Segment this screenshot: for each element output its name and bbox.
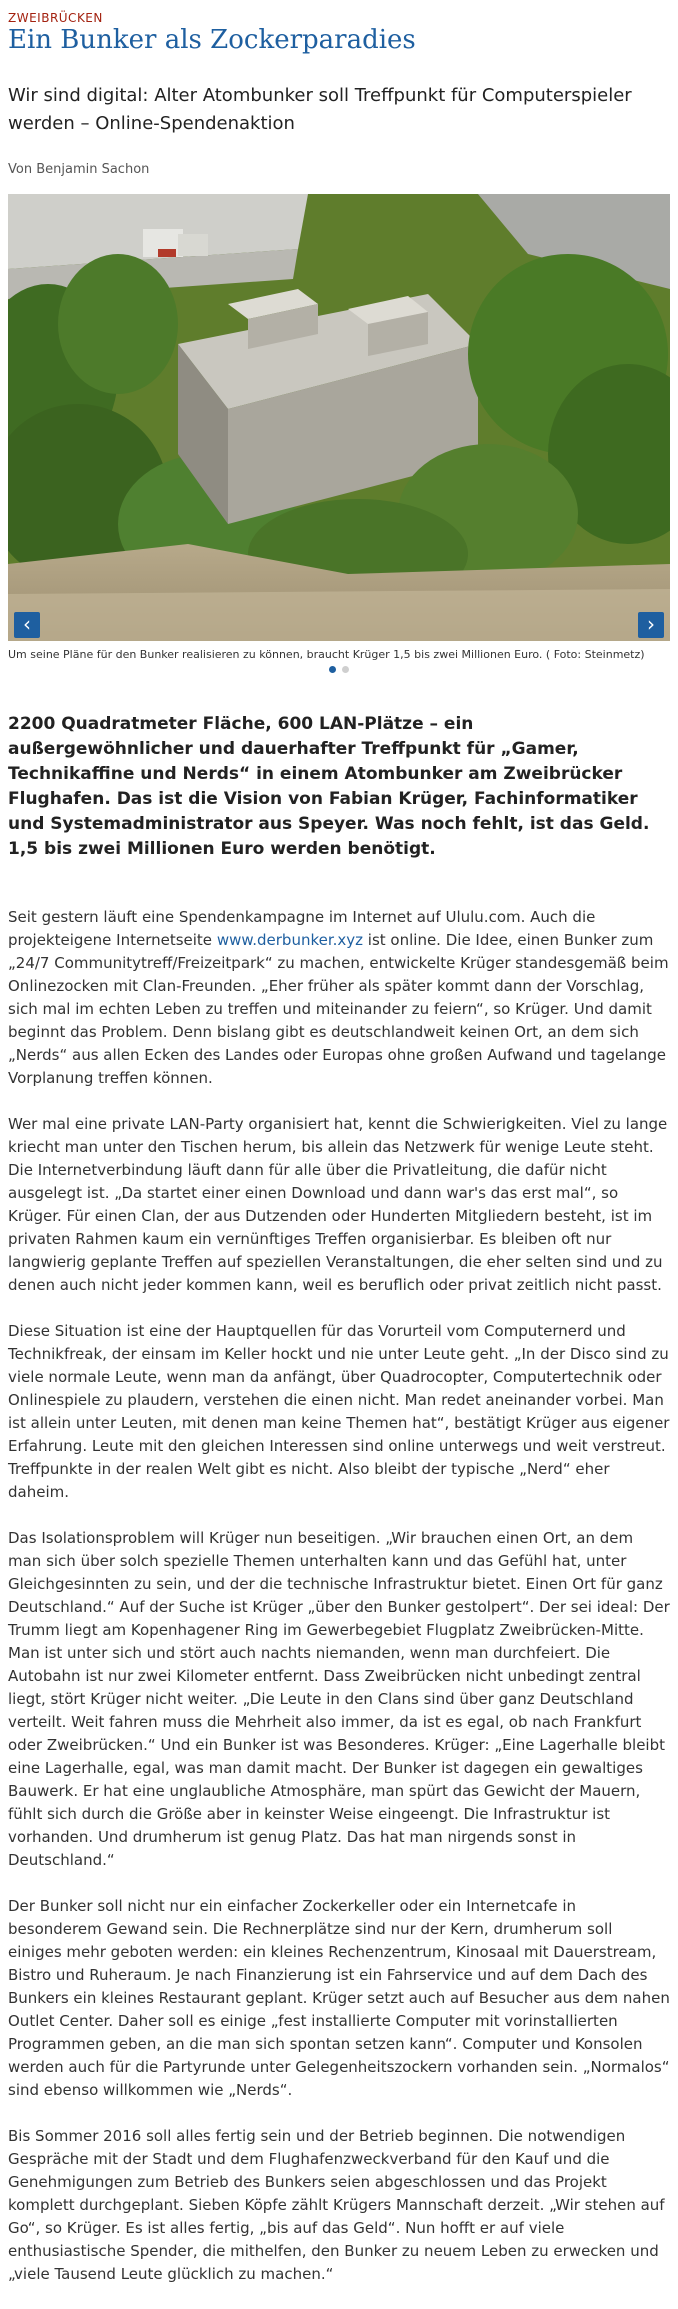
byline: Von Benjamin Sachon: [8, 162, 150, 177]
photo-gallery: [8, 194, 670, 641]
body-paragraph-1-start: Seit gestern läuft eine Spendenkampagne im Internet auf Ululu.com. Auch die projekteigene Internetseite: [8, 908, 596, 949]
body-paragraph-2: Wer mal eine private LAN-Party organisiert hat, kennt die Schwierigkeiten. Viel zu lange kriecht man unter den Tischen herum, bis allein das Netzwerk für wenige Leute steht. Die Internetverbindung läuft dann für alle über die Privatleitung, die dafür nicht ausgelegt ist. „Da startet einer einen Download und dann war's das erst mal“, so Krüger. Für einen Clan, der aus Dutzenden oder Hunderten Mitgliedern besteht, ist im privaten Rahmen kaum ein vernünftiges Treffen organisierbar. Es bleiben oft nur langwierig geplante Treffen auf speziellen Veranstaltungen, die eher selten sind und zu denen auch nicht jeder kommen kann, weil es beruflich oder privat zeitlich nicht passt.: [8, 1115, 668, 1294]
gallery-prev-button[interactable]: [14, 612, 40, 638]
body-paragraph-6: Bis Sommer 2016 soll alles fertig sein und der Betrieb beginnen. Die notwendigen Gespräche mit der Stadt und dem Flughafenzweckverband für den Kauf und die Genehmigungen zum Betrieb des Bunkers seien abgeschlossen und das Projekt komplett durchgeplant. Sieben Köpfe zählt Krügers Mannschaft derzeit. „Wir stehen auf Go“, so Krüger. Es ist alles fertig, „bis auf das Geld“. Nun hofft er auf viele enthusiastische Spender, die mithelfen, den Bunker zu neuem Leben zu erwecken und „viele Tausend Leute glücklich zu machen.“: [8, 2127, 665, 2283]
subheadline: Wir sind digital: Alter Atombunker soll Treffpunkt für Computerspieler werden – Online-Spendenaktion: [8, 85, 632, 134]
headline: Ein Bunker als Zockerparadies: [8, 25, 416, 55]
body-paragraph-1: [8, 906, 670, 1090]
project-website-link[interactable]: www.derbunker.xyz: [216, 931, 364, 949]
body-paragraph-5: Der Bunker soll nicht nur ein einfacher Zockerkeller oder ein Internetcafe in besonderem Gewand sein. Die Rechnerplätze sind nur der Kern, drumherum soll einiges mehr geboten werden: ein kleines Rechenzentrum, Kinosaal mit Dauerstream, Bistro und Ruheraum. Je nach Finanzierung ist ein Fahrservice und auf dem Dach des Bunkers ein kleines Restaurant geplant. Krüger setzt auch auf Besucher aus dem nahen Outlet Center. Daher soll es einige „fest installierte Computer mit vorinstallierten Programmen geben, an die man sich spontan setzen kann“. Computer und Konsolen werden auch für die Partyrunde unter Gelegenheitszockern vorhanden sein. „Normalos“ sind ebenso willkommen wie „Nerds“.: [8, 1897, 670, 2099]
gallery-next-button[interactable]: [638, 612, 664, 638]
gallery-dot-2[interactable]: [342, 666, 349, 673]
bunker-photo: [8, 194, 670, 641]
body-paragraph-4: Das Isolationsproblem will Krüger nun beseitigen. „Wir brauchen einen Ort, an dem man sich über solch spezielle Themen unterhalten kann und das Gefühl hat, unter Gleichgesinnten zu sein, und der die technische Infrastruktur bietet. Einen Ort für ganz Deutschland.“ Auf der Suche ist Krüger „über den Bunker gestolpert“. Der sei ideal: Der Trumm liegt am Kopenhagener Ring im Gewerbegebiet Flugplatz Zweibrücken-Mitte. Man ist unter sich und stört auch nachts niemanden, wenn man durchfeiert. Die Autobahn ist nur zwei Kilometer entfernt. Dass Zweibrücken nicht unbedingt zentral liegt, stört Krüger nicht weiter. „Die Leute in den Clans sind über ganz Deutschland verteilt. Weit fahren muss die Mehrheit also immer, da ist es egal, ob nach Frankfurt oder Zweibrücken.“ Und ein Bunker ist was Besonderes. Krüger: „Eine Lagerhalle bleibt eine Lagerhalle, egal, was man damit macht. Der Bunker ist dagegen ein gewaltiges Bauwerk. Er hat eine unglaubliche Atmosphäre, man spürt das Gewicht der Mauern, fühlt sich durch die Größe aber in keinster Weise eingeengt. Die Infrastruktur ist vorhanden. Und drumherum ist genug Platz. Das hat man nirgends sonst in Deutschland.“: [8, 1529, 670, 1869]
gallery-dot-1[interactable]: [329, 666, 336, 673]
body-paragraph-3: Diese Situation ist eine der Hauptquellen für das Vorurteil vom Computernerd und Technikfreak, der einsam im Keller hockt und nie unter Leute geht. „In der Disco sind zu viele normale Leute, wenn man da anfängt, über Quadrocopter, Computertechnik oder Onlinespiele zu plaudern, verstehen die einen nicht. Man redet aneinander vorbei. Man ist allein unter Leuten, mit denen man keine Themen hat“, bestätigt Krüger aus eigener Erfahrung. Leute mit den gleichen Interessen sind online unterwegs und weit verstreut. Treffpunkte in der realen Welt gibt es nicht. Also bleibt der typische „Nerd“ eher daheim.: [8, 1322, 670, 1501]
body-paragraph-1-end: ist online. Die Idee, einen Bunker zum „24/7 Communitytreff/Freizeitpark“ zu machen, entwickelte Krüger standesgemäß beim Onlinezocken mit Clan-Freunden. „Eher früher als später kommt dann der Vorschlag, sich mal im echten Leben zu treffen und miteinander zu feiern“, so Krüger. Und damit beginnt das Problem. Denn bislang gibt es deutschlandweit keinen Ort, an dem sich „Nerds“ aus allen Ecken des Landes oder Europas ohne großen Aufwand und tagelange Vorplanung treffen können.: [8, 931, 669, 1087]
photo-caption: Um seine Pläne für den Bunker realisieren zu können, braucht Krüger 1,5 bis zwei Millionen Euro. ( Foto: Steinmetz): [8, 648, 645, 661]
chevron-right-icon: ›: [647, 612, 655, 636]
section-kicker: ZWEIBRÜCKEN: [8, 11, 103, 25]
chevron-left-icon: ‹: [23, 612, 31, 636]
article-body: [8, 906, 670, 2286]
lead-paragraph: 2200 Quadratmeter Fläche, 600 LAN-Plätze – ein außergewöhnlicher und dauerhafter Treffpunkt für „Gamer, Technikaffine und Nerds“ in einem Atombunker am Zweibrücker Flughafen. Das ist die Vision von Fabian Krüger, Fachinformatiker und Systemadministrator aus Speyer. Was noch fehlt, ist das Geld. 1,5 bis zwei Millionen Euro werden benötigt.: [8, 714, 650, 859]
gallery-pagination: [8, 666, 670, 684]
